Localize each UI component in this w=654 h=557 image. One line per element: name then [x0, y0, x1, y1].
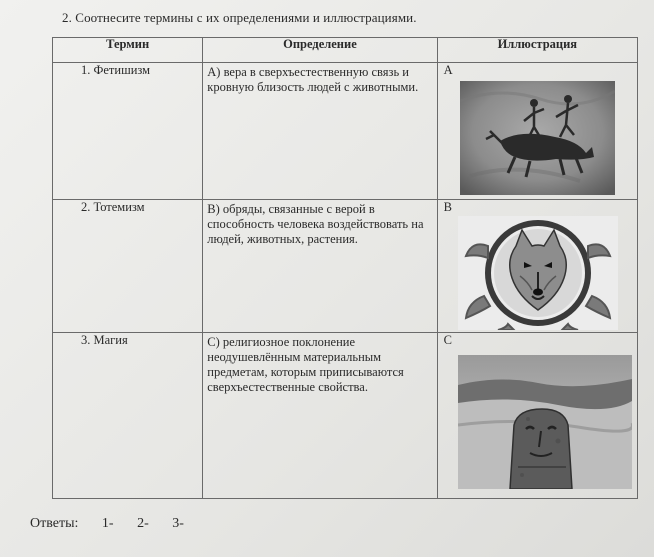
illustration-cell — [437, 333, 637, 499]
answers-line — [30, 516, 204, 532]
illustration-letter: А — [443, 63, 453, 77]
table-row — [53, 63, 638, 200]
illustration-letter: С — [443, 333, 452, 347]
definition-cell — [203, 63, 437, 200]
definition-text: А) вера в сверхъестественную связь и кровную близость людей с животными. — [207, 65, 419, 94]
matching-table — [52, 37, 638, 499]
definition-text: С) религиозное поклонение неодушевлённым материальным предметам, которым приписываются сверхъестественные свойства. — [207, 335, 404, 394]
definition-cell — [203, 200, 437, 333]
answers-label: Ответы: — [30, 516, 79, 531]
header-illustration: Иллюстрация — [437, 38, 637, 63]
term-text: 2. Тотемизм — [81, 200, 145, 214]
table-row — [53, 200, 638, 333]
answer-slot-2[interactable]: 2- — [137, 516, 149, 531]
cave-painting-icon — [460, 81, 615, 195]
illustration-cell — [437, 200, 637, 333]
definition-cell — [203, 333, 437, 499]
header-definition: Определение — [203, 38, 437, 63]
term-cell — [53, 333, 203, 499]
term-cell — [53, 200, 203, 333]
illustration-cell — [437, 63, 637, 200]
header-term: Термин — [53, 38, 203, 63]
term-cell — [53, 63, 203, 200]
term-text: 1. Фетишизм — [81, 63, 151, 77]
illustration-letter: В — [443, 200, 452, 214]
wolf-dreamcatcher-icon — [458, 216, 618, 330]
stone-idol-icon — [458, 355, 632, 489]
term-text: 3. Магия — [81, 333, 128, 347]
answer-slot-3[interactable]: 3- — [172, 516, 184, 531]
table-row — [53, 333, 638, 499]
table-header-row — [53, 38, 638, 63]
answer-slot-1[interactable]: 1- — [101, 516, 114, 531]
task-heading: 2. Соотнесите термины с их определениями и иллюстрациями. — [62, 10, 417, 25]
definition-text: В) обряды, связанные с верой в способность человека воздействовать на людей, животных, растения. — [207, 202, 424, 246]
